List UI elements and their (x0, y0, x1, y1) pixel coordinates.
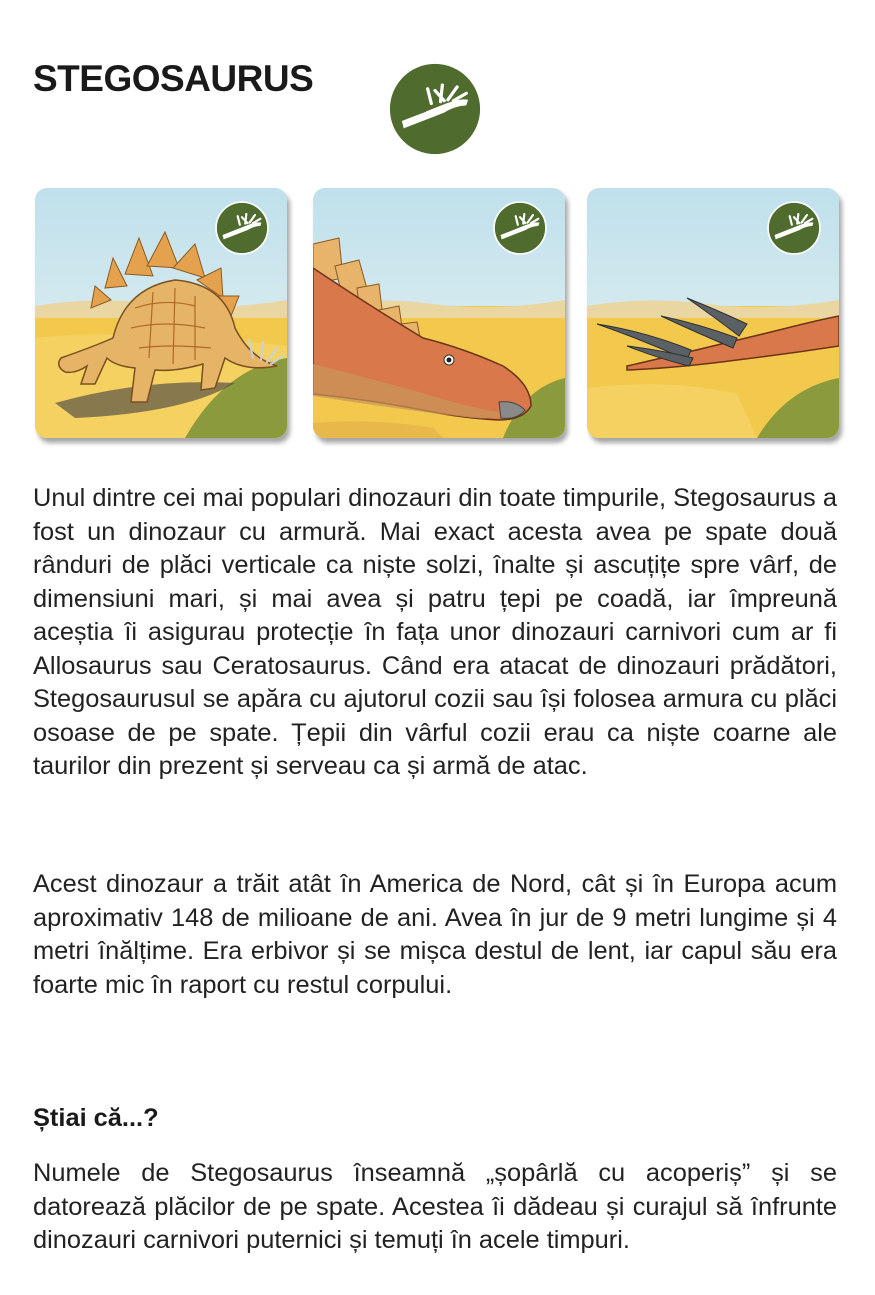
stegosaurus-tail-spikes-icon (389, 63, 481, 155)
did-you-know-text: Numele de Stegosaurus înseamnă „șopârlă cu acoperiș” și se datorează plăcilor de pe spate. Acestea îi dădeau și curajul să înfrunte dinozauri carnivori puternici și temuți în acele timpuri. (33, 1159, 837, 1254)
card-head-plates (313, 188, 565, 438)
description-paragraph-2: Acest dinozaur a trăit atât în America de Nord, cât și în Europa acum aproximativ 148 de milioane de ani. Avea în jur de 9 metri lungime și 4 metri înălțime. Era erbivor și se mișca destul de lent, iar capul său era foarte mic în raport cu restul corpului. (33, 870, 837, 999)
card-full-body (35, 188, 287, 438)
card-tail-spikes (587, 188, 839, 438)
stegosaurus-tail-spikes-icon (493, 201, 547, 255)
description-paragraph-1: Unul dintre cei mai populari dinozauri din toate timpurile, Stegosaurus a fost un dinozaur cu armură. Mai exact acesta avea pe spate două rânduri de plăci verticale ca niște solzi, înalte și ascuțițe spre vârf, de dimensiuni mari, și mai avea și patru țepi pe coadă, iar împreună aceștia îi asigurau protecție în fața unor dinozauri carnivori cum ar fi Allosaurus sau Ceratosaurus. Când era atacat de dinozauri prădători, Stegosaurusul se apăra cu ajutorul cozii sau își folosea armura cu plăci osoase de pe spate. Țepii din vârful cozii erau ca niște coarne ale taurilor din prezent și serveau ca și armă de atac. (33, 484, 837, 780)
stegosaurus-tail-spikes-icon (215, 201, 269, 255)
did-you-know-heading: Știai că...? (33, 1104, 159, 1132)
stegosaurus-tail-spikes-icon (767, 201, 821, 255)
page-title: STEGOSAURUS (33, 58, 314, 99)
illustration-strip (35, 188, 843, 448)
